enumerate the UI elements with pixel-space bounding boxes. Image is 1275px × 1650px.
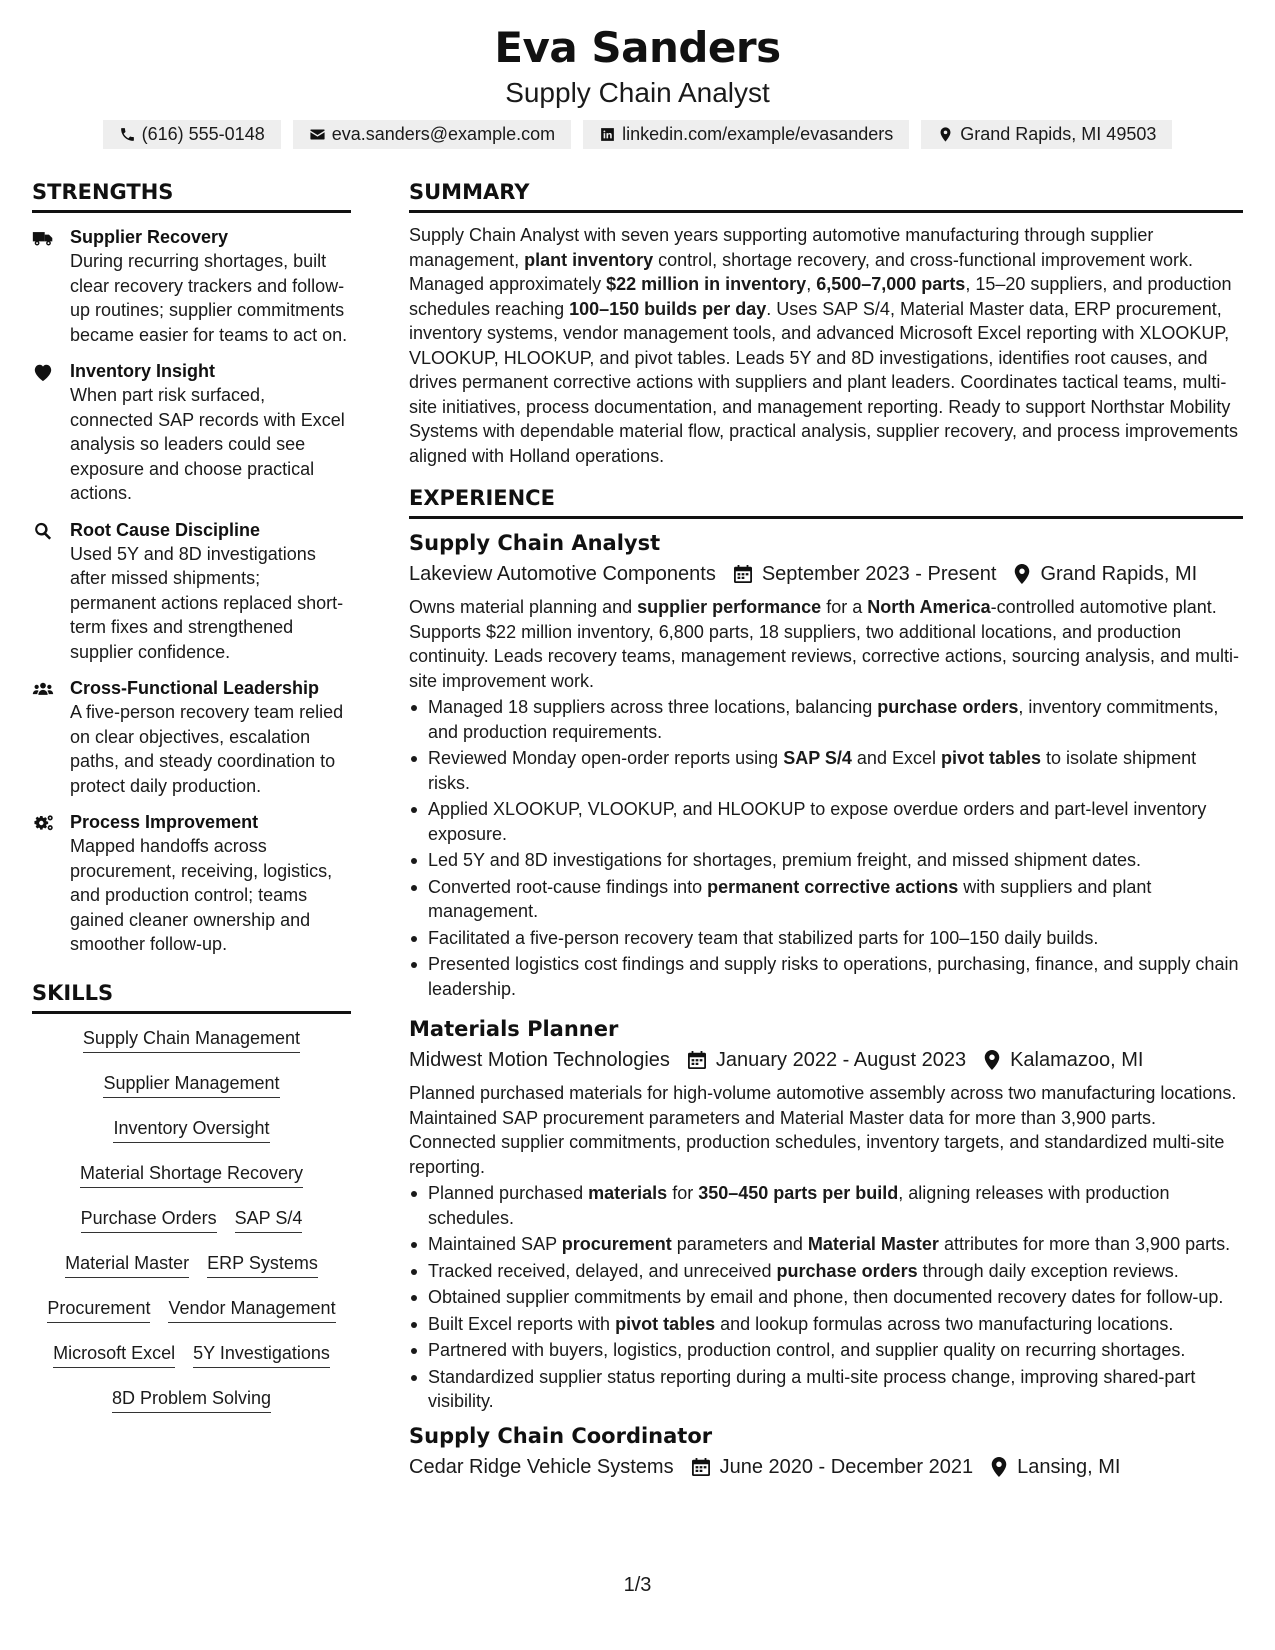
bullet-item: Reviewed Monday open-order reports using SAP S/4 and Excel pivot tables to isolate shipment risks. (409, 746, 1243, 795)
strength-title: Supplier Recovery (70, 227, 229, 247)
job-dates: January 2022 - August 2023 (715, 1049, 967, 1071)
strength-title: Inventory Insight (70, 361, 216, 381)
strength-title: Process Improvement (70, 812, 259, 832)
skill-tag: Purchase Orders (81, 1206, 217, 1233)
job-entry (409, 1422, 1243, 1482)
email-text: eva.sanders@example.com (331, 124, 556, 144)
page-number: 1/3 (623, 1574, 652, 1596)
right-column (409, 178, 1243, 1482)
skill-tag: SAP S/4 (235, 1206, 303, 1233)
bullet-item: Led 5Y and 8D investigations for shortages, premium freight, and missed shipment dates. (409, 848, 1243, 873)
gears-icon (32, 810, 70, 957)
location-text: Grand Rapids, MI 49503 (960, 124, 1157, 144)
calendar-icon (716, 564, 762, 584)
skill-tag: Vendor Management (168, 1296, 335, 1323)
emphasis-text: purchase orders (776, 1260, 918, 1281)
contact-phone[interactable] (103, 120, 281, 149)
summary-text: Supply Chain Analyst with seven years supporting automotive manufacturing through supplier management, plant inventory control, shortage recovery, and cross-functional improvement work. Managed approximately $22 million in inventory, 6,500–7,000 parts, 15–20 suppliers, and production schedules reaching 100–150 builds per day. Uses SAP S/4, Material Master data, ERP procurement, inventory systems, vendor management tools, and advanced Microsoft Excel reporting with XLOOKUP, VLOOKUP, HLOOKUP, and pivot tables. Leads 5Y and 8D investigations, identifies root causes, and drives permanent corrective actions with suppliers and plant leaders. Coordinates tactical teams, multi-site initiatives, process documentation, and management reporting. Ready to support Northstar Mobility Systems with dependable material flow, practical analysis, supplier recovery, and process improvements aligned with Holland operations. (409, 225, 1239, 466)
search-icon (32, 518, 70, 665)
strength-desc: During recurring shortages, built clear recovery trackers and follow-up routines; supplier commitments became easier for teams to act on. (70, 251, 348, 345)
emphasis-text: permanent corrective actions (707, 876, 959, 897)
bullet-item: Managed 18 suppliers across three locations, balancing purchase orders, inventory commitments, and production requirements. (409, 695, 1243, 744)
calendar-icon (674, 1457, 720, 1477)
emphasis-text: Material Master (807, 1234, 939, 1254)
emphasis-text: plant inventory (524, 249, 654, 270)
map-pin-icon (973, 1457, 1017, 1477)
contact-linkedin[interactable] (583, 120, 909, 149)
job-entry (409, 1015, 1243, 1414)
strength-item (32, 676, 351, 798)
bullet-item: Standardized supplier status reporting during a multi-site process change, improving shared-part visibility. (409, 1365, 1243, 1414)
bullet-item: Maintained SAP procurement parameters and Material Master attributes for more than 3,900 parts. (409, 1232, 1243, 1257)
job-meta (409, 559, 1243, 589)
emphasis-text: pivot tables (615, 1313, 716, 1334)
summary-heading: SUMMARY (409, 178, 1243, 213)
envelope-icon (309, 126, 326, 143)
emphasis-text: supplier performance (637, 597, 822, 617)
left-column (32, 178, 351, 1431)
bullet-item: Presented logistics cost findings and supply risks to operations, purchasing, finance, and supply chain leadership. (409, 952, 1243, 1001)
skill-tag: Procurement (47, 1296, 150, 1323)
contact-location (921, 120, 1172, 149)
job-dates: September 2023 - Present (761, 563, 997, 585)
emphasis-text: purchase orders (877, 697, 1019, 717)
strength-item (32, 518, 351, 665)
skill-tag: 5Y Investigations (193, 1341, 330, 1368)
linkedin-text: linkedin.com/example/evasanders (622, 124, 894, 144)
job-title: Supply Chain Coordinator (409, 1423, 713, 1448)
job-bullets (409, 695, 1243, 1001)
strength-desc: Used 5Y and 8D investigations after missed shipments; permanent actions replaced short-term fixes and strengthened supplier confidence. (70, 543, 344, 662)
experience-heading: EXPERIENCE (409, 484, 1243, 519)
bullet-item: Built Excel reports with pivot tables and lookup formulas across two manufacturing locations. (409, 1312, 1243, 1337)
skill-tag: ERP Systems (207, 1251, 318, 1278)
skill-tag: Supplier Management (103, 1071, 279, 1098)
bullet-item: Partnered with buyers, logistics, production control, and supplier quality on recurring shortages. (409, 1338, 1243, 1363)
skills-heading: SKILLS (32, 979, 351, 1014)
emphasis-text: 100–150 builds per day (569, 298, 767, 319)
summary-section (409, 178, 1243, 468)
bullet-item: Tracked received, delayed, and unreceived purchase orders through daily exception reviews. (409, 1259, 1243, 1284)
job-description: Owns material planning and supplier performance for a North America-controlled automotive plant. Supports $22 million inventory, 6,800 parts, 18 suppliers, two additional locations, and production continuity. Leads recovery teams, management reviews, corrective actions, sourcing analysis, and multi-site improvement work. (409, 597, 1240, 691)
company-name: Lakeview Automotive Components (409, 563, 716, 585)
emphasis-text: 350–450 parts per build (698, 1183, 899, 1203)
emphasis-text: pivot tables (940, 748, 1042, 768)
job-bullets (409, 1181, 1243, 1414)
strength-item (32, 359, 351, 506)
job-description: Planned purchased materials for high-volume automotive assembly across two manufacturing locations. Maintained SAP procurement parameters and Material Master data for more than 3,900 parts. Connected supplier commitments, production schedules, inventory targets, and standardized multi-site reporting. (409, 1083, 1237, 1177)
job-meta (409, 1452, 1243, 1482)
candidate-name: Eva Sanders (494, 23, 781, 72)
emphasis-text: SAP S/4 (783, 748, 852, 768)
bullet-item: Applied XLOOKUP, VLOOKUP, and HLOOKUP to expose overdue orders and part-level inventory exposure. (409, 797, 1243, 846)
map-pin-icon (966, 1050, 1010, 1070)
strength-title: Root Cause Discipline (70, 519, 261, 540)
linkedin-icon (599, 126, 616, 143)
job-meta (409, 1045, 1243, 1075)
job-dates: June 2020 - December 2021 (719, 1455, 974, 1478)
strengths-section (32, 178, 351, 957)
skill-tag: Microsoft Excel (53, 1341, 175, 1368)
job-entry (409, 529, 1243, 1001)
bullet-item: Converted root-cause findings into permanent corrective actions with suppliers and plant management. (409, 875, 1243, 924)
strength-item (32, 810, 351, 957)
strength-title: Cross-Functional Leadership (70, 678, 320, 698)
job-location: Lansing, MI (1017, 1455, 1121, 1478)
truck-icon (32, 225, 70, 347)
job-location: Grand Rapids, MI (1040, 563, 1198, 585)
heart-icon (32, 359, 70, 506)
candidate-role: Supply Chain Analyst (505, 77, 770, 108)
emphasis-text: North America (867, 597, 991, 617)
skill-tag: Supply Chain Management (83, 1026, 300, 1053)
job-title: Materials Planner (409, 1017, 619, 1041)
bullet-item: Facilitated a five-person recovery team that stabilized parts for 100–150 daily builds. (409, 926, 1243, 951)
emphasis-text: materials (588, 1183, 668, 1203)
map-pin-icon (996, 564, 1040, 584)
resume-header (0, 22, 1275, 149)
strength-desc: A five-person recovery team relied on clear objectives, escalation paths, and steady coordination to protect daily production. (70, 702, 344, 796)
experience-section (409, 484, 1243, 1482)
skill-tag: 8D Problem Solving (112, 1386, 271, 1413)
contact-bar (0, 120, 1275, 149)
strengths-heading: STRENGTHS (32, 178, 351, 213)
strength-desc: When part risk surfaced, connected SAP records with Excel analysis so leaders could see exposure and choose practical actions. (70, 385, 345, 503)
skill-tag: Material Master (65, 1251, 189, 1278)
strength-item (32, 225, 351, 347)
skills-list (32, 1026, 351, 1431)
job-title: Supply Chain Analyst (409, 531, 661, 555)
emphasis-text: $22 million in inventory (606, 274, 807, 294)
job-location: Kalamazoo, MI (1010, 1049, 1144, 1071)
company-name: Cedar Ridge Vehicle Systems (409, 1455, 674, 1478)
phone-icon (119, 126, 136, 143)
bullet-item: Obtained supplier commitments by email and phone, then documented recovery dates for follow-up. (409, 1285, 1243, 1310)
map-pin-icon (937, 126, 954, 143)
users-icon (32, 676, 70, 798)
skill-tag: Inventory Oversight (113, 1116, 269, 1143)
company-name: Midwest Motion Technologies (409, 1049, 670, 1071)
emphasis-text: procurement (561, 1234, 672, 1254)
calendar-icon (670, 1050, 716, 1070)
contact-email[interactable] (293, 120, 571, 149)
bullet-item: Planned purchased materials for 350–450 parts per build, aligning releases with production schedules. (409, 1181, 1243, 1230)
emphasis-text: 6,500–7,000 parts (816, 274, 966, 294)
strength-desc: Mapped handoffs across procurement, receiving, logistics, and production control; teams gained cleaner ownership and smoother follow-up. (70, 836, 333, 954)
phone-text: (616) 555-0148 (141, 124, 265, 144)
skill-tag: Material Shortage Recovery (80, 1161, 303, 1188)
skills-section (32, 979, 351, 1431)
